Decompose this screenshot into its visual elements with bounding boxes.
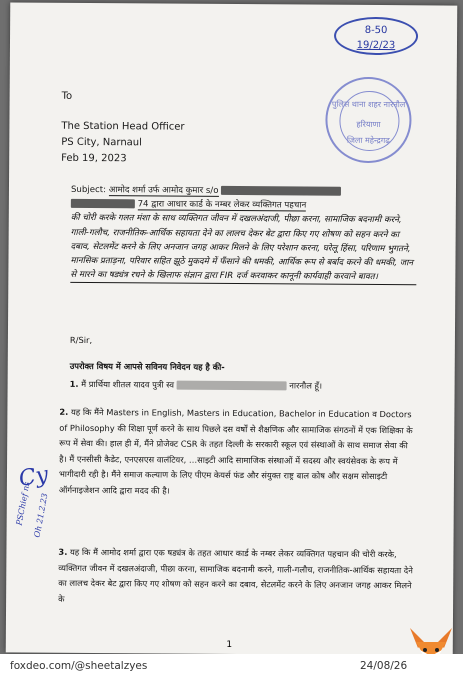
paragraph-3 [58,545,414,609]
subject-line-1: आमोद शर्मा उर्फ आमोद कुमार s/o [108,185,219,196]
document-page [6,2,458,655]
intro-line: उपरोक्त विषय में आपसे सविनय निवेदन यह है की- [69,360,225,372]
subject-line-2: 74 द्वारा आधार कार्ड के नम्बर लेकर व्यक्तिगत पहचान [137,199,307,211]
salutation: R/Sir, [69,334,93,346]
redaction [221,186,341,196]
signature-mark: Cy [17,462,51,492]
police-seal [325,77,412,164]
address-station: PS City, Narnaul [61,136,142,149]
subject-block [70,183,417,286]
seal-line-2: हरियाणा [356,119,381,130]
paragraph-text: मैं प्रार्थिया शीतल यादव पुत्री स्व [81,378,175,390]
letter-date: Feb 19, 2023 [61,152,127,165]
paragraph-1 [70,377,416,395]
footer-date: 24/08/26 [360,660,408,672]
address-recipient: The Station Head Officer [61,120,185,133]
stamp-number: 8-50 [364,24,388,37]
handwritten-date: Oh 21.2.23 [32,492,50,539]
address-to: To [61,90,73,102]
paragraph-2 [59,405,416,500]
stamp-date: 19/2/23 [356,39,396,52]
diary-stamp [334,17,418,56]
watermark-text: foxdeo.com/@sheetalzyes [10,660,148,672]
paragraph-number: 3. [58,546,68,557]
redaction [71,199,135,208]
subject-label: Subject: [70,184,107,196]
paragraph-text: नारनौल हूँ। [289,380,323,391]
paragraph-number: 1. [69,378,79,389]
paragraph-text: यह कि मैंने Masters in English, Masters in Education, Bachelor in Education व Doctors of Philosophy की शिक्षा पूर्ण करने के साथ पिछले दस वर्षों से शैक्षणिक और सामाजिक संगठनों में एक शिक्षिका के रूप में सेवा की। हाल ही में, मैंने प्रोजेक्ट CSR के तहत दिल्ली के सरकारी स्कूल एवं संस्थाओं के साथ समाज सेवा की है। मैं एनसीसी कैडेट, एनएसएस वालंटियर, …साइटी आदि सामाजिक संस्थाओं में सदस्य और स्वयंसेवक के रूप में भागीदारी रही है। मैंने समाज कल्याण के लिए पीएम केयर्स फंड और संयुक्त राष्ट्र बाल कोष और सक्षम सोसाइटी ऑर्गनाइजेशन आदि द्वारा मदद की है। [58,406,413,496]
seal-line-1: पुलिस थाना शहर नारनौल [331,99,406,110]
redaction [177,381,287,391]
page-number: 1 [226,639,233,651]
seal-line-3: जिला महेन्द्रगढ़ [346,135,390,146]
subject-body: की चोरी करके गलत मंशा के साथ व्यक्तिगत जीवन में दखलअंदाजी, पीछा करना, सामाजिक बदनामी करने, गाली-गलौच, राजनीतिक-आर्थिक सहायता देने का लालच देकर बेट द्वारा किए गए शोषण को सहन करने का दबाव, सेटलमेंट करने के लिए अनजान जगह आकर मिलने के लिए परेशान करना, घरेलू हिंसा, परिणाम भुगतने, मानसिक प्रताड़ना, परिवार सहित झूठे मुकदमे में फँसाने की धमकी, आर्थिक रूप से बर्बाद करने की धमकी, जान से मारने का षड्यंत्र रचने के खिलाफ संज्ञान द्वारा FIR दर्ज करवाकर कानूनी कार्यवाही करवाने बावत। [70,211,416,285]
handwritten-note: PSChief ns [14,481,32,527]
paragraph-number: 2. [59,406,69,417]
footer-bar [0,654,463,680]
paragraph-text: यह कि मैं आमोद शर्मा द्वारा एक षड्यंत्र के तहत आधार कार्ड के नम्बर लेकर व्यक्तिगत पहचान की चोरी करके, व्यक्तिगत जीवन में दखलअंदाजी, पीछा करना, सामाजिक बदनामी करने, गाली-गलौच, राजनीतिक-आर्थिक सहायता देने का लालच देकर बेट द्वारा किए गए शोषण को सहन करने का दबाव, सेटलमेंट करने के लिए अनजान जगह आकर मिलने के [58,546,413,604]
